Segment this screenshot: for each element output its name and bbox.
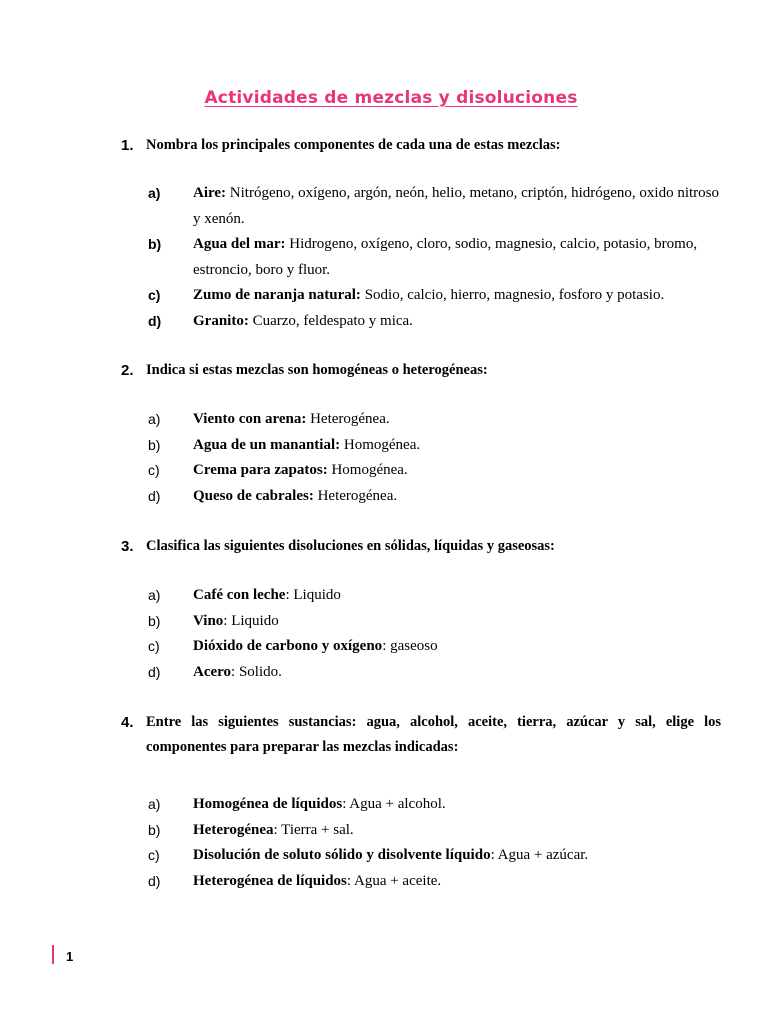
- answer-list-4: [148, 792, 730, 894]
- item-marker: c): [148, 462, 160, 478]
- item-marker: a): [148, 185, 161, 201]
- item-label: Crema para zapatos:: [193, 462, 328, 478]
- item-label: Agua del mar:: [193, 236, 286, 252]
- item-answer: : Liquido: [223, 612, 279, 629]
- footer-accent-bar: [52, 945, 54, 964]
- item-label: Disolución de soluto sólido y disolvente líquido: [193, 847, 491, 863]
- list-item: [148, 843, 730, 869]
- item-label: Dióxido de carbono y oxígeno: [193, 638, 383, 654]
- list-item: [148, 407, 730, 433]
- question-4: [121, 710, 721, 760]
- item-answer: Sodio, calcio, hierro, magnesio, fosforo y potasio.: [360, 287, 665, 303]
- item-answer: Heterogénea.: [313, 487, 398, 504]
- item-answer: : Agua + aceite.: [346, 872, 442, 889]
- question-text: Entre las siguientes sustancias: agua, alcohol, aceite, tierra, azúcar y sal, elige los componentes para preparar las mezclas indicadas:: [146, 714, 721, 755]
- item-marker: d): [148, 663, 161, 680]
- list-item: [148, 283, 730, 309]
- item-marker: c): [148, 638, 160, 654]
- list-item: [148, 583, 730, 609]
- list-item: [148, 458, 730, 484]
- item-label: Zumo de naranja natural:: [193, 287, 361, 303]
- list-item: [148, 309, 730, 335]
- question-text: Clasifica las siguientes disoluciones en sólidas, líquidas y gaseosas:: [146, 538, 555, 554]
- list-item: [148, 792, 730, 818]
- list-item: [148, 660, 730, 686]
- item-answer: : Liquido: [285, 587, 341, 603]
- question-text: Indica si estas mezclas son homogéneas o heterogéneas:: [146, 362, 488, 378]
- item-marker: d): [148, 872, 161, 889]
- item-marker: a): [148, 587, 161, 603]
- item-label: Queso de cabrales:: [193, 487, 314, 504]
- item-marker: d): [148, 312, 162, 329]
- question-number: 2.: [121, 362, 134, 379]
- question-number: 3.: [121, 538, 134, 555]
- list-item: [148, 484, 730, 510]
- item-marker: b): [148, 821, 161, 838]
- item-answer: Homogénea.: [327, 462, 408, 478]
- question-number: 4.: [121, 714, 134, 731]
- item-marker: c): [148, 287, 161, 303]
- item-marker: b): [148, 236, 162, 252]
- item-answer: Homogénea.: [340, 436, 421, 453]
- item-label: Aire:: [193, 185, 227, 201]
- item-answer: Hidrogeno, oxígeno, cloro, sodio, magnesio, calcio, potasio, bromo, estroncio, boro y fluor.: [193, 236, 698, 278]
- item-label: Heterogénea de líquidos: [193, 872, 347, 889]
- answer-list-3: [148, 583, 730, 685]
- item-marker: b): [148, 436, 161, 453]
- question-number: 1.: [121, 137, 134, 154]
- answer-list-1: [148, 181, 730, 334]
- item-label: Homogénea de líquidos: [193, 796, 343, 812]
- item-marker: b): [148, 612, 161, 629]
- item-answer: : Tierra + sal.: [273, 821, 354, 838]
- item-label: Agua de un manantial:: [193, 436, 341, 453]
- item-answer: : gaseoso: [382, 638, 438, 654]
- item-answer: : Solido.: [231, 663, 282, 680]
- item-label: Granito:: [193, 312, 249, 329]
- item-label: Vino: [193, 612, 224, 629]
- item-answer: Nitrógeno, oxígeno, argón, neón, helio, metano, criptón, hidrógeno, oxido nitroso y xenón.: [193, 185, 720, 227]
- item-answer: Heterogénea.: [306, 411, 390, 427]
- question-2: [121, 358, 721, 383]
- item-marker: d): [148, 487, 161, 504]
- list-item: [148, 818, 730, 844]
- item-answer: Cuarzo, feldespato y mica.: [248, 312, 413, 329]
- list-item: [148, 869, 730, 895]
- question-3: [121, 534, 721, 559]
- item-label: Viento con arena:: [193, 411, 307, 427]
- answer-list-2: [148, 407, 730, 509]
- item-answer: : Agua + alcohol.: [342, 796, 446, 812]
- page-title: Actividades de mezclas y disoluciones: [204, 88, 578, 108]
- item-marker: c): [148, 847, 160, 863]
- item-label: Acero: [193, 663, 232, 680]
- item-marker: a): [148, 411, 161, 427]
- list-item: [148, 609, 730, 635]
- list-item: [148, 433, 730, 459]
- item-label: Café con leche: [193, 587, 286, 603]
- list-item: [148, 181, 730, 232]
- question-1: [121, 133, 721, 158]
- page-number: 1: [66, 949, 74, 964]
- list-item: [148, 232, 730, 283]
- question-text: Nombra los principales componentes de cada una de estas mezclas:: [146, 137, 561, 153]
- item-marker: a): [148, 796, 161, 812]
- item-label: Heterogénea: [193, 821, 274, 838]
- list-item: [148, 634, 730, 660]
- item-answer: : Agua + azúcar.: [490, 847, 589, 863]
